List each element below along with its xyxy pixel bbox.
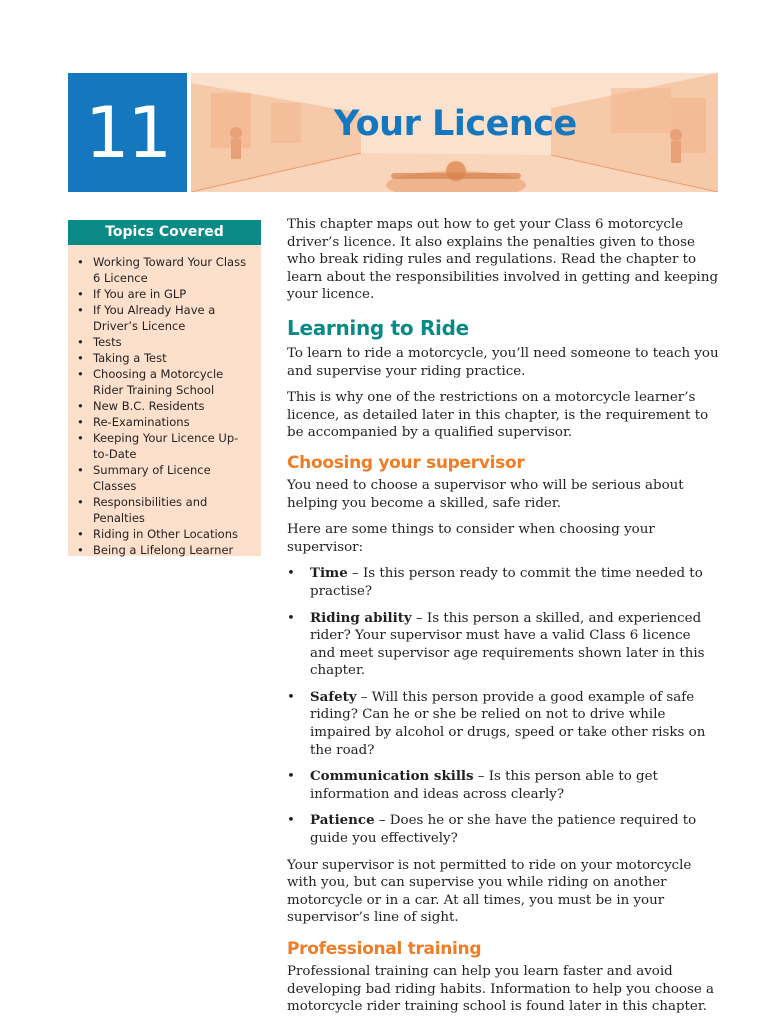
intro-paragraph: This chapter maps out how to get your Class 6 motorcycle driver’s licence. It also explains the penalties given to those who break riding rules and regulations. Read the chapter to learn about the responsibilities involved in getting and keeping your licence. (287, 217, 719, 303)
topic-item: • Summary of Licence Classes (77, 462, 253, 494)
topic-item: • If You Already Have a Driver’s Licence (77, 302, 253, 334)
paragraph: Here are some things to consider when choosing your supervisor: (287, 522, 655, 555)
paragraph: This is why one of the restrictions on a motorcycle learner’s licence, as detailed later in this chapter, is the requirement to be accompanied by a qualified supervisor. (287, 390, 709, 441)
topic-item: • Responsibilities and Penalties (77, 494, 253, 526)
paragraph: Professional training can help you learn faster and avoid developing bad riding habits. Information to help you choose a motorcycle rider training school is found later in this chapter. (287, 964, 715, 1015)
section-heading-professional-training: Professional training (287, 939, 482, 959)
chapter-number-box (68, 73, 187, 192)
main-content (287, 216, 719, 1016)
topic-item: • Choosing a Motorcycle Rider Training School (77, 366, 253, 398)
list-item (287, 812, 719, 847)
topics-covered-heading: Topics Covered (68, 220, 261, 245)
list-item-term: Patience (310, 812, 375, 829)
topic-item: • If You are in GLP (77, 286, 253, 302)
topics-list (68, 245, 261, 558)
list-item (287, 689, 719, 759)
topic-item: • Working Toward Your Class 6 Licence (77, 254, 253, 286)
list-item-text: – Does he or she have the patience required to guide you effectively? (310, 813, 697, 847)
list-item-term: Time (310, 565, 348, 582)
list-item (287, 610, 719, 680)
supervisor-criteria-list (287, 565, 719, 847)
list-item-text: – Is this person able to get information and ideas across clearly? (310, 769, 658, 802)
list-item (287, 768, 719, 803)
paragraph: To learn to ride a motorcycle, you’ll need someone to teach you and supervise your riding practice. (287, 345, 719, 379)
list-item-term: Safety (310, 688, 357, 705)
topic-item: • Being a Lifelong Learner (77, 542, 253, 558)
topics-covered-panel (68, 245, 261, 556)
section-heading-learning-to-ride: Learning to Ride (287, 315, 469, 340)
list-item-term: Riding ability (310, 609, 412, 626)
chapter-title: Your Licence (334, 104, 577, 144)
topic-item: • Re-Examinations (77, 414, 253, 430)
topic-item: • Riding in Other Locations (77, 526, 253, 542)
topic-item: • Taking a Test (77, 350, 253, 366)
topic-item: • Tests (77, 334, 253, 350)
list-item-term: Communication skills (310, 768, 474, 785)
list-item-text: – Is this person a skilled, and experienced rider? Your supervisor must have a valid Class 6 licence and meet supervisor age requirements shown later in this chapter. (310, 610, 705, 679)
section-heading-choosing-supervisor: Choosing your supervisor (287, 452, 525, 473)
list-item-text: – Is this person ready to commit the time needed to practise? (310, 566, 703, 599)
topic-item: • New B.C. Residents (77, 398, 253, 414)
list-item (287, 565, 719, 600)
chapter-number: 11 (84, 91, 171, 174)
paragraph: Your supervisor is not permitted to ride on your motorcycle with you, but can supervise you while riding on another motorcycle or in a car. At all times, you must be in your supervisor’s line of sight. (287, 857, 692, 926)
list-item-text: – Will this person provide a good example of safe riding? Can he or she be relied on not to drive while impaired by alcohol or drugs, speed or take other risks on the road? (310, 689, 706, 758)
topic-item: • Keeping Your Licence Up-to-Date (77, 430, 253, 462)
paragraph: You need to choose a supervisor who will be serious about helping you become a skilled, safe rider. (287, 477, 684, 511)
